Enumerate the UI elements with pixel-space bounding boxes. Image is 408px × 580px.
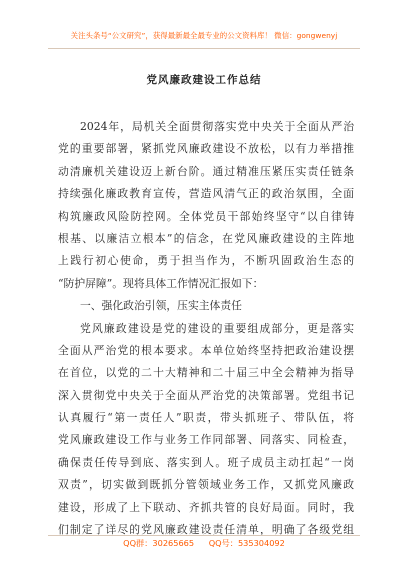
body-line: “防护屏障”。现将具体工作情况汇报如下：: [58, 276, 264, 290]
body-line: 持续强化廉政教育宣传，营造风清气正的政治氛围，全面: [58, 187, 354, 201]
qq-group: QQ群：30265665: [123, 538, 195, 548]
body-line: 党风廉政建设是党的建设的重要组成部分，更是落实: [80, 321, 354, 335]
body-line: 构筑廉政风险防控网。全体党员干部始终坚守“以自律铸: [58, 209, 354, 223]
body-line: 在首位，以党的二十大精神和二十届三中全会精神为指导: [58, 366, 354, 380]
document-title: 党风廉政建设工作总结: [146, 74, 262, 86]
document-body: [58, 116, 354, 541]
footer-divider: [48, 535, 360, 536]
contact-footer: [0, 538, 408, 549]
section-heading: 一、强化政治引领，压实主体责任: [80, 299, 242, 313]
body-line: 党的重要部署，紧抓党风廉政建设不放松，以有力举措推: [58, 142, 354, 156]
body-line: 全面从严治党的根本要求。本单位始终坚持把政治建设摆: [58, 343, 354, 357]
body-line: 根基、以廉洁立根本”的信念，在党风廉政建设的主阵地: [58, 231, 354, 245]
body-line: 深入贯彻党中央关于全面从严治党的决策部署。党组书记: [58, 388, 354, 402]
body-line: 确保责任传导到底、落实到人。班子成员主动扛起“一岗: [58, 455, 354, 469]
body-line: 党风廉政建设工作与业务工作同部署、同落实、同检查，: [58, 433, 354, 447]
qq-number: QQ号：535304092: [208, 538, 285, 548]
body-line: 们制定了详尽的党风廉政建设责任清单，明确了各级党组: [58, 523, 354, 537]
body-line: 建设，形成了上下联动、齐抓共管的良好局面。同时，我: [58, 500, 354, 514]
body-line: 动清廉机关建设迈上新台阶。通过精准压紧压实责任链条: [58, 164, 354, 178]
promo-banner: 关注头条号“公文研究”，获得最新最全最专业的公文资料库！ 微信：gongwenyj: [70, 31, 338, 40]
body-line: 上践行初心使命，勇于担当作为，不断巩固政治生态的: [58, 254, 354, 268]
body-line: 认真履行“第一责任人”职责，带头抓班子、带队伍，将: [58, 411, 354, 425]
body-line: 双责”，切实做到既抓分管领域业务工作，又抓党风廉政: [58, 478, 354, 492]
body-line: 2024年，局机关全面贯彻落实党中央关于全面从严治: [80, 120, 354, 133]
header-divider: [48, 48, 360, 49]
